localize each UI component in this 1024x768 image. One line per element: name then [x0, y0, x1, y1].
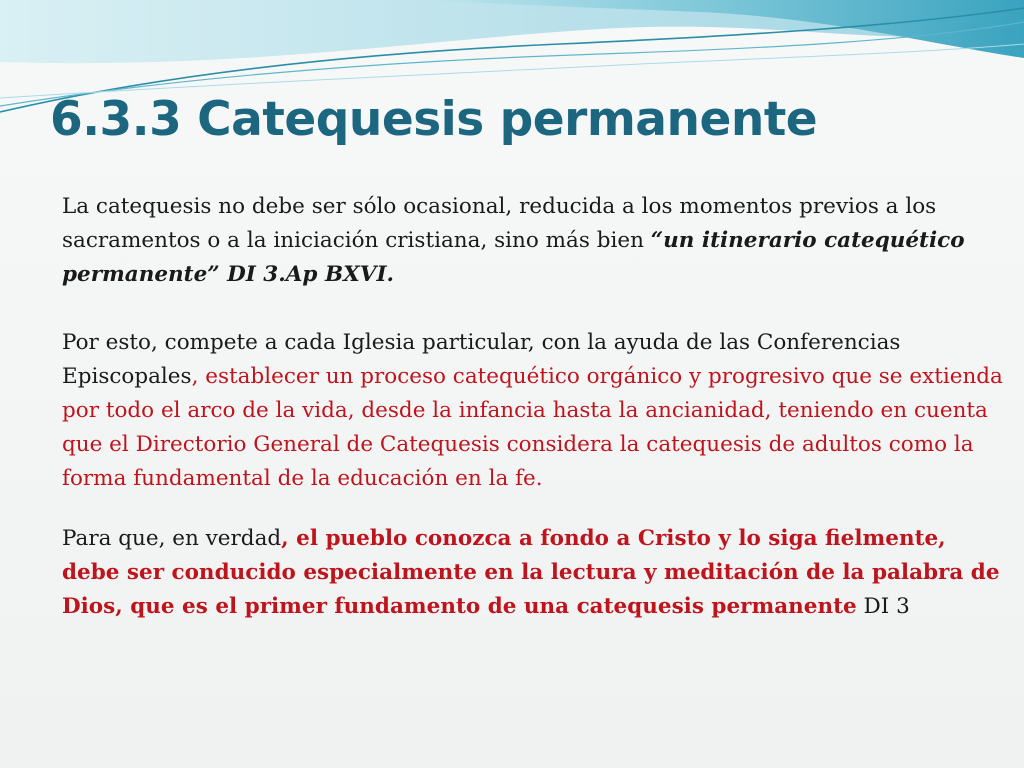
paragraph-3-intro: Para que, en verdad	[62, 526, 282, 551]
slide-title: 6.3.3 Catequesis permanente	[50, 92, 818, 147]
paragraph-2	[62, 326, 1007, 496]
paragraph-1	[62, 190, 1007, 292]
paragraph-3-reference: DI 3	[856, 594, 910, 619]
paragraph-2-intro: Por esto, compete a cada Iglesia particular, con la ayuda de las Conferencias Episcopales	[62, 330, 901, 389]
slide-body	[62, 190, 1007, 624]
paragraph-2-highlight: , establecer un proceso catequético orgánico y progresivo que se extienda por todo el arco de la vida, desde la infancia hasta la ancianidad, teniendo en cuenta que el Directorio General de Catequesis considera la catequesis de adultos como la forma fundamental de la educación en la fe.	[62, 364, 1003, 491]
paragraph-1-quote: “un itinerario catequético permanente” DI 3.Ap BXVI.	[62, 228, 965, 287]
paragraph-3	[62, 522, 1007, 624]
paragraph-3-highlight: el pueblo conozca a fondo a Cristo y lo siga fielmente, debe ser conducido especialmente en la lectura y meditación de la palabra de Dios, que es el primer fundamento de una catequesis permanente	[62, 526, 1000, 619]
paragraph-3-comma: ,	[281, 526, 297, 551]
paragraph-1-text: La catequesis no debe ser sólo ocasional, reducida a los momentos previos a los sacramentos o a la iniciación cristiana, sino más bien	[62, 194, 937, 253]
